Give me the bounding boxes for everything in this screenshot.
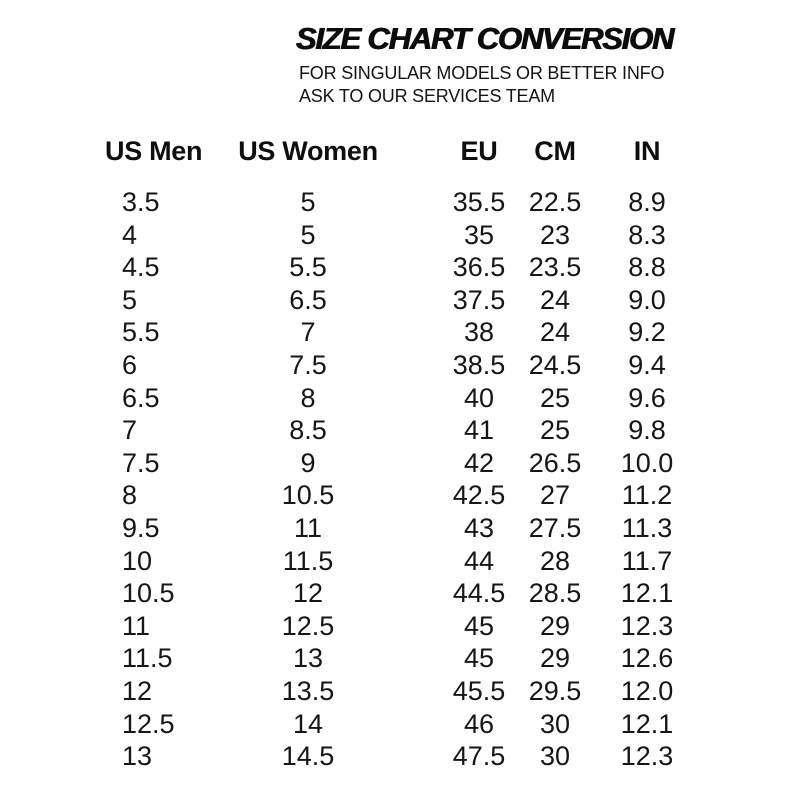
cell: 28.5	[528, 578, 582, 609]
cell: 10.5	[122, 578, 175, 609]
cell: 40	[463, 382, 495, 413]
column-values-us-men	[105, 186, 202, 773]
cell: 28	[539, 545, 571, 576]
cell: 8.5	[289, 415, 327, 446]
cell: 12	[122, 675, 153, 706]
cell: 12.1	[620, 578, 674, 609]
cell: 8.9	[628, 187, 666, 217]
cell: 7.5	[122, 447, 160, 478]
cell: 9.5	[122, 512, 160, 543]
column-us-men	[105, 136, 202, 773]
cell: 44.5	[452, 578, 506, 609]
cell: 14	[292, 708, 324, 739]
column-values-eu	[453, 186, 506, 773]
cell: 9	[300, 447, 316, 478]
column-values-cm	[529, 186, 582, 773]
cell: 13	[122, 741, 153, 772]
cell: 4	[122, 219, 138, 250]
cell: 44	[463, 545, 495, 576]
cell: 24.5	[528, 349, 582, 380]
cell: 47.5	[452, 741, 506, 772]
column-in	[621, 136, 674, 773]
cell: 11	[122, 610, 151, 641]
cell: 42	[463, 447, 495, 478]
cell: 7	[300, 317, 316, 348]
column-values-us-women	[238, 186, 378, 773]
cell: 30	[539, 708, 571, 739]
subtitle-line-1: FOR SINGULAR MODELS OR BETTER INFO	[299, 63, 665, 83]
cell: 24	[539, 317, 571, 348]
cell: 11	[293, 512, 323, 543]
cell: 29.5	[528, 675, 582, 706]
cell: 11.7	[621, 545, 673, 576]
cell: 9.0	[628, 284, 666, 315]
size-conversion-table	[0, 136, 800, 796]
column-header-us-women: US Women	[238, 136, 378, 166]
cell: 5	[300, 219, 316, 250]
cell: 29	[539, 610, 571, 641]
cell: 38.5	[452, 349, 506, 380]
cell: 23.5	[528, 252, 582, 283]
cell: 24	[539, 284, 571, 315]
cell: 29	[539, 643, 571, 674]
cell: 5	[122, 284, 138, 315]
cell: 27	[539, 480, 571, 511]
cell: 12.6	[620, 643, 674, 674]
cell: 10.5	[281, 480, 335, 511]
column-values-in	[621, 186, 674, 773]
cell: 45	[463, 610, 495, 641]
cell: 35.5	[452, 187, 506, 217]
cell: 6	[122, 349, 138, 380]
subtitle-line-2: ASK TO OUR SERVICES TEAM	[299, 86, 555, 106]
page-subtitle	[299, 62, 664, 108]
cell: 42.5	[452, 480, 506, 511]
cell: 11.5	[122, 643, 173, 674]
cell: 14.5	[281, 741, 335, 772]
cell: 45	[463, 643, 495, 674]
cell: 26.5	[528, 447, 582, 478]
cell: 12.5	[122, 708, 175, 739]
cell: 12	[292, 578, 324, 609]
cell: 12.3	[620, 610, 674, 641]
cell: 6.5	[122, 382, 160, 413]
cell: 38	[463, 317, 495, 348]
cell: 9.8	[628, 415, 666, 446]
cell: 30	[539, 741, 571, 772]
cell: 25	[539, 415, 571, 446]
cell: 7.5	[289, 349, 327, 380]
cell: 10	[122, 545, 153, 576]
cell: 7	[122, 415, 138, 446]
cell: 11.3	[621, 512, 673, 543]
cell: 45.5	[452, 675, 506, 706]
cell: 12.3	[620, 741, 674, 772]
cell: 11.2	[621, 480, 673, 511]
cell: 46	[463, 708, 495, 739]
column-eu	[453, 136, 506, 773]
cell: 8.3	[628, 219, 666, 250]
cell: 43	[463, 512, 495, 543]
column-us-women	[238, 136, 378, 773]
column-header-in: IN	[633, 136, 661, 166]
cell: 13.5	[281, 675, 335, 706]
cell: 5.5	[122, 317, 160, 348]
cell: 4.5	[122, 252, 160, 283]
cell: 23	[539, 219, 571, 250]
cell: 22.5	[528, 187, 582, 217]
cell: 8	[122, 480, 138, 511]
cell: 12.1	[620, 708, 674, 739]
cell: 12.0	[620, 675, 674, 706]
cell: 8.8	[628, 252, 666, 283]
cell: 13	[292, 643, 324, 674]
cell: 27.5	[528, 512, 582, 543]
page-title: SIZE CHART CONVERSION	[296, 21, 674, 56]
cell: 37.5	[452, 284, 506, 315]
column-header-us-men: US Men	[105, 136, 203, 166]
cell: 11.5	[282, 545, 334, 576]
cell: 25	[539, 382, 571, 413]
cell: 5.5	[289, 252, 327, 283]
column-header-eu: EU	[460, 136, 498, 166]
cell: 36.5	[452, 252, 506, 283]
column-cm	[529, 136, 582, 773]
cell: 9.6	[628, 382, 666, 413]
cell: 5	[300, 187, 316, 217]
cell: 3.5	[122, 187, 160, 217]
cell: 41	[463, 415, 495, 446]
cell: 35	[463, 219, 495, 250]
cell: 10.0	[620, 447, 674, 478]
cell: 8	[300, 382, 316, 413]
cell: 6.5	[289, 284, 327, 315]
cell: 9.2	[628, 317, 666, 348]
cell: 9.4	[628, 349, 666, 380]
column-header-cm: CM	[534, 136, 576, 166]
cell: 12.5	[281, 610, 335, 641]
